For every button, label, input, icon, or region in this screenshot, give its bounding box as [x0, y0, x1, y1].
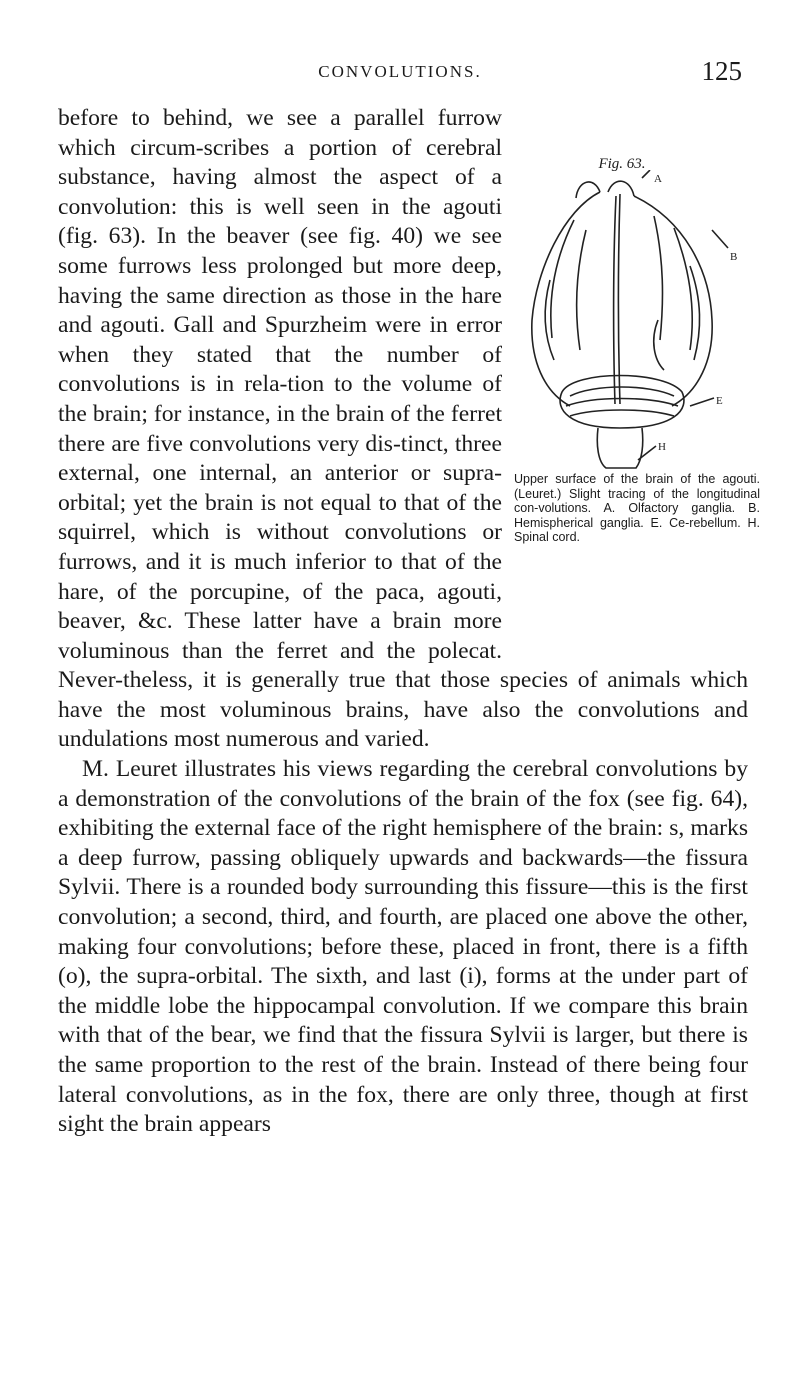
page-number: 125: [701, 56, 742, 86]
brain-illustration: [514, 170, 760, 470]
left-hemisphere-outline: [532, 192, 600, 406]
body-text: [58, 104, 760, 1140]
paragraph-2: M. Leuret illustrates his views regarding the cerebral convolutions by a demonstration of the convolutions of the brain of the fox (see fig. 64), exhibiting the external face of the right hemisphere of the brain: s, marks a deep furrow, passing obliquely upwards and backwards—the fissura Sylvii. There is a rounded body surrounding this fissure—this is the first convolution; a second, third, and fourth, are placed one above the other, making four convolutions; before these, placed in front, there is a fifth (o), the supra-orbital. The sixth, and last (i), forms at the under part of the middle lobe the hippocampal convolution. If we compare this brain with that of the bear, we find that the fissura Sylvii is larger, but there is the same proportion to the rest of the brain. Instead of there being four lateral convolutions, as in the fox, there are only three, though at first sight the brain appears: [58, 756, 748, 1138]
olfactory-lobe-right: [608, 181, 634, 196]
running-title: CONVOLUTIONS.: [318, 62, 482, 81]
olfactory-lobe-left: [576, 182, 600, 198]
spinal-cord-outline: [597, 428, 642, 468]
letter-e: E: [716, 395, 723, 407]
figure-label: Fig. 63.: [598, 156, 646, 172]
letter-h: H: [658, 441, 666, 453]
paragraph-1: before to behind, we see a parallel furrow which circum-scribes a portion of cerebral substance, having almost the aspect of a convolution: this is well seen in the agouti (fig. 63). In the beaver (see fig. 40) we see some furrows less prolonged but more deep, having the same direction as those in the hare and agouti. Gall and Spurzheim were in error when they stated that the number of convolutions is in rela-tion to the volume of the brain; for instance, in the brain of the ferret there are five convolutions very dis-tinct, three external, one internal, an anterior or supra-orbital; yet the brain is not equal to that of the squirrel, which is without convolutions or furrows, and it is much inferior to that of the hare, of the porcupine, of the paca, agouti, beaver, &c. These latter have a brain more voluminous than the ferret and the polecat. Never-theless, it is generally true that those species of animals which have the most voluminous brains, have also the convolutions and undulations most numerous and varied.: [58, 105, 748, 753]
longitudinal-fissure: [619, 194, 621, 404]
page-header: [0, 52, 800, 92]
right-hemisphere-outline: [634, 196, 712, 406]
letter-a: A: [654, 173, 662, 185]
figure-63: [514, 150, 760, 660]
figure-caption: Upper surface of the brain of the agouti. (Leuret.) Slight tracing of the longitudinal con-volutions. A. Olfactory ganglia. B. Hemispherical ganglia. E. Ce-rebellum. H. Spinal cord.: [514, 472, 760, 544]
letter-b: B: [730, 251, 738, 263]
